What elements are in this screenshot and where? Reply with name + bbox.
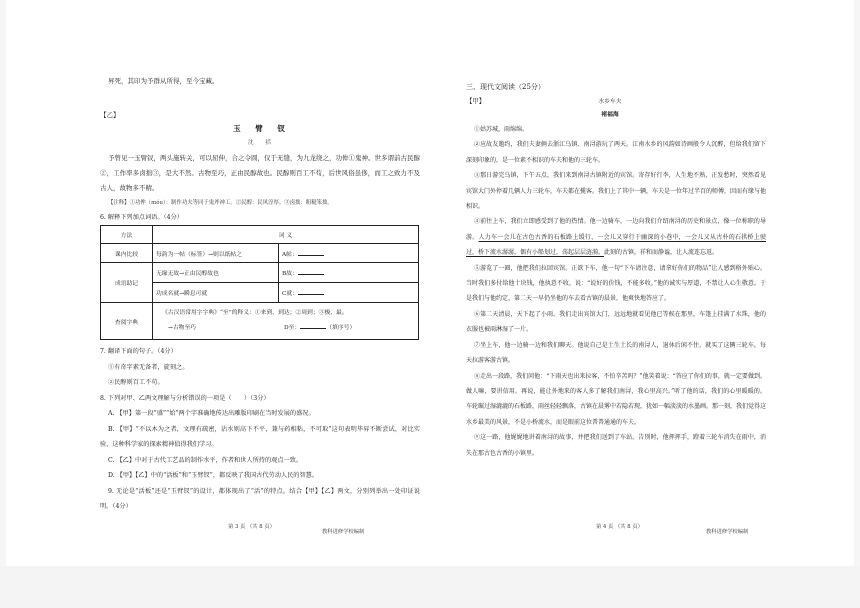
answer-blank[interactable] <box>298 269 324 275</box>
question-7-item: ①有奇字素无备者，旋刻之。 <box>108 363 189 371</box>
publisher-left: 教科进修学校编制 <box>322 529 365 535</box>
section-label-yi: 【乙】 <box>100 111 120 119</box>
question-8-stem: 8. 下列对甲、乙两文理解与分析错误的一项是（ ）（3分） <box>100 394 270 402</box>
answer-suffix: （填序号） <box>326 325 356 331</box>
answer-cell <box>279 244 419 263</box>
dictionary-example: →古物至巧 <box>168 325 197 331</box>
section-label-jia: 【甲】 <box>466 97 486 105</box>
answer-blank[interactable] <box>298 250 324 256</box>
paragraph-4-start: ④前往上车，我们立即感受到了他的热情。他一边骑车，一边向我们介绍南浔的历史和景点，像一位称职的导游。 <box>466 218 766 241</box>
dictionary-definitions: 《古汉语常用字字典》“至”的释义：①来到，到达；②周到；③极，最。 <box>162 310 348 316</box>
dictionary-cell <box>153 303 419 340</box>
paragraph-3: ③那日游完乌镇，下午五点，我们来到南浔古镇附近的宾馆。寄存好行李，人生地不熟，正发愁时，突然看见宾馆大门外停着几辆人力三轮车，车夫都在揽客。我们上了其中一辆，车夫是一位年过半百的师傅，因而有缘与他相识。 <box>466 172 766 211</box>
answer-label: D至： <box>284 325 301 331</box>
question-6-stem: 6. 解释下列加点词语。（4分） <box>100 214 183 221</box>
passage-author: 沈 括 <box>248 140 276 146</box>
example-cell: 无缘无故→正由民醇故也 <box>153 263 279 283</box>
dictionary-example-line <box>156 321 415 336</box>
passage-notes: 【注释】①功侔（móu）：制作功夫等同于鬼斧神工。②民醇：民风淳厚。③卤拙：粗糙笨拙。 <box>108 200 333 206</box>
answer-blank[interactable] <box>300 323 326 329</box>
table-header-method: 方法 <box>101 226 153 244</box>
paragraph-2: ②应故友邀约，我们夫妻俩去浙江乌镇、南浔游玩了两天。江南水乡的风韵如诗画般令人沉醉，但给我们留下深刻印象的，是一位素不相识的车夫和他的三轮车。 <box>466 141 766 164</box>
table-row <box>101 303 419 340</box>
paragraph-4 <box>466 214 766 260</box>
question-8-option-d: D. 【甲】【乙】中的“活板”和“玉臂钗”，都反映了我国古代劳动人民的智慧。 <box>108 472 319 479</box>
example-cell: 功成名就→瞬息可就 <box>153 283 279 303</box>
publisher-right: 教科进修学校编制 <box>706 529 749 535</box>
table-row <box>101 263 419 283</box>
answer-label: C就： <box>282 291 299 297</box>
question-9-stem: 9. 无论是“活板”还是“玉臂钗”的设计，都体现出了“活”的特点。结合【甲】【乙】两文，分别列举出一处印证说明。（4分） <box>100 487 420 510</box>
example-cell: 每韵为一帖（标签）→则以纸帖之 <box>153 244 279 263</box>
paragraph-4-end: 此刻的古镇，祥和而静谧，让人流连忘返。 <box>604 249 719 257</box>
passage-title: 玉 臂 钗 <box>233 124 291 133</box>
paragraph-7: ⑦坐上车，他一边骑一边和我们聊天。他说自己是土生土长的南浔人，退休后闲不住，就买了这辆三轮车，每天拉游客游古镇。 <box>466 341 766 365</box>
article-body <box>466 122 766 520</box>
table-header-meaning: 词 义 <box>153 226 419 244</box>
paragraph-1: ①姑苏城，雨绵绵。 <box>474 126 529 133</box>
question-8-option-b: B. 【甲】“不以木为之者，文理有疏密，沾水则高下不平，兼与药相粘，不可取”这句表明毕昇不断尝试，对比实验，这种科学家的探索精神值得我们学习。 <box>100 425 420 448</box>
scan-edge-left <box>0 0 6 608</box>
page-number-left: 第 3 页 （共 8 页） <box>228 524 275 530</box>
answer-blank[interactable] <box>298 289 324 295</box>
question-7-stem: 7. 翻译下面的句子。（4分） <box>100 348 177 355</box>
paragraph-9: ⑨这一路，他娓娓地讲着南浔的故事，并把我们送到了车站。告别时，他挥挥手，蹬着三轮车消失在雨中，消失在那古色古香的小镇里。 <box>466 434 766 457</box>
question-8-option-a: A. 【甲】第一段“盛”“始”两个字准确地传达出雕版印刷在当时发展的盛况。 <box>108 410 315 417</box>
method-cell: 查阅字典 <box>101 303 153 340</box>
scan-edge-right <box>854 0 860 608</box>
article-author: 褚福海 <box>601 112 619 118</box>
paragraph-5: ⑤游览了一圈，他把我们拉回宾馆。正欲下车，他一句“下车请注意，请拿好你们的物品”让人感到格外贴心。当时我们多付给他十块钱，他执意不收，说：“说好的价钱，不能多收。”他的诚实与厚道，不禁让人心生敬意。于是我们与他约定，第二天一早仍坐他的车去看古镇的晨景，他爽快地答应了。 <box>466 264 766 303</box>
answer-cell <box>279 263 419 283</box>
classical-passage: 予曾见一玉臂钗，两头施转关，可以屈伸，合之令圆，仅于无缝，为九龙绕之，功侔①鬼神。世多谓前古民醇②，工作率多卤拙③，是大不然。古物至巧，正由民醇故也。民醇则百工不苟，后世风俗虽侈，而工之致力不及古人，故物多不精。 <box>100 154 420 192</box>
answer-cell <box>279 283 419 303</box>
method-cell: 课内比较 <box>101 244 153 263</box>
article-title: 水乡车夫 <box>598 99 622 105</box>
answer-cell <box>284 321 355 336</box>
paragraph-4-underlined: 人力车一会儿在古色古香的石板路上缓行，一会儿又穿行于幽深的小巷中，一会儿又从古朴的石拱桥上驶过，桥下流水潺潺，偶有小船划过，荡起层层涟漪。 <box>466 233 766 257</box>
word-meaning-table <box>100 225 419 340</box>
questions-7-9 <box>100 344 420 515</box>
answer-label: A帖： <box>282 251 298 258</box>
table-row <box>101 244 419 263</box>
section-heading: 三、现代文阅读（25分） <box>466 83 545 91</box>
previous-passage-ending: 昇死，其印为予群从所得，至今宝藏。 <box>108 77 219 85</box>
question-8-option-c: C. 【乙】中对于古代工艺品的制作水平，作者和世人所持的观点一致。 <box>108 456 303 464</box>
scan-edge-bottom <box>0 566 860 608</box>
paragraph-6: ⑥第二天清晨，天下起了小雨。我们走出宾馆大门，远远地就看见他已等候在那里，车篷上挂满了水珠，他的衣服也被雨淋湿了一片。 <box>466 310 766 334</box>
paragraph-8: ⑧走出一段路，我们问他：“下雨天也出来拉客，不怕辛苦吗？”他笑着说：“答应了你们的事，就一定要做到。做人嘛，要讲信用。再说，能让外地来的客人多了解我们南浔，我心里高兴。”听了他的话，我们的心里暖暖的。车轮碾过湿漉漉的石板路，雨丝轻轻飘落，古镇在晨雾中若隐若现，犹如一幅淡淡的水墨画。那一刻，我们觉得这水乡最美的风景，不是小桥流水，而是眼前这位普普通通的车夫。 <box>466 372 766 426</box>
question-7-item: ②民醇则百工不苟。 <box>108 379 164 386</box>
method-cell: 成语助记 <box>101 263 153 303</box>
answer-label: B故： <box>282 271 298 277</box>
table-header-row <box>101 226 419 244</box>
page-number-right: 第 4 页 （共 8 页） <box>596 524 643 530</box>
